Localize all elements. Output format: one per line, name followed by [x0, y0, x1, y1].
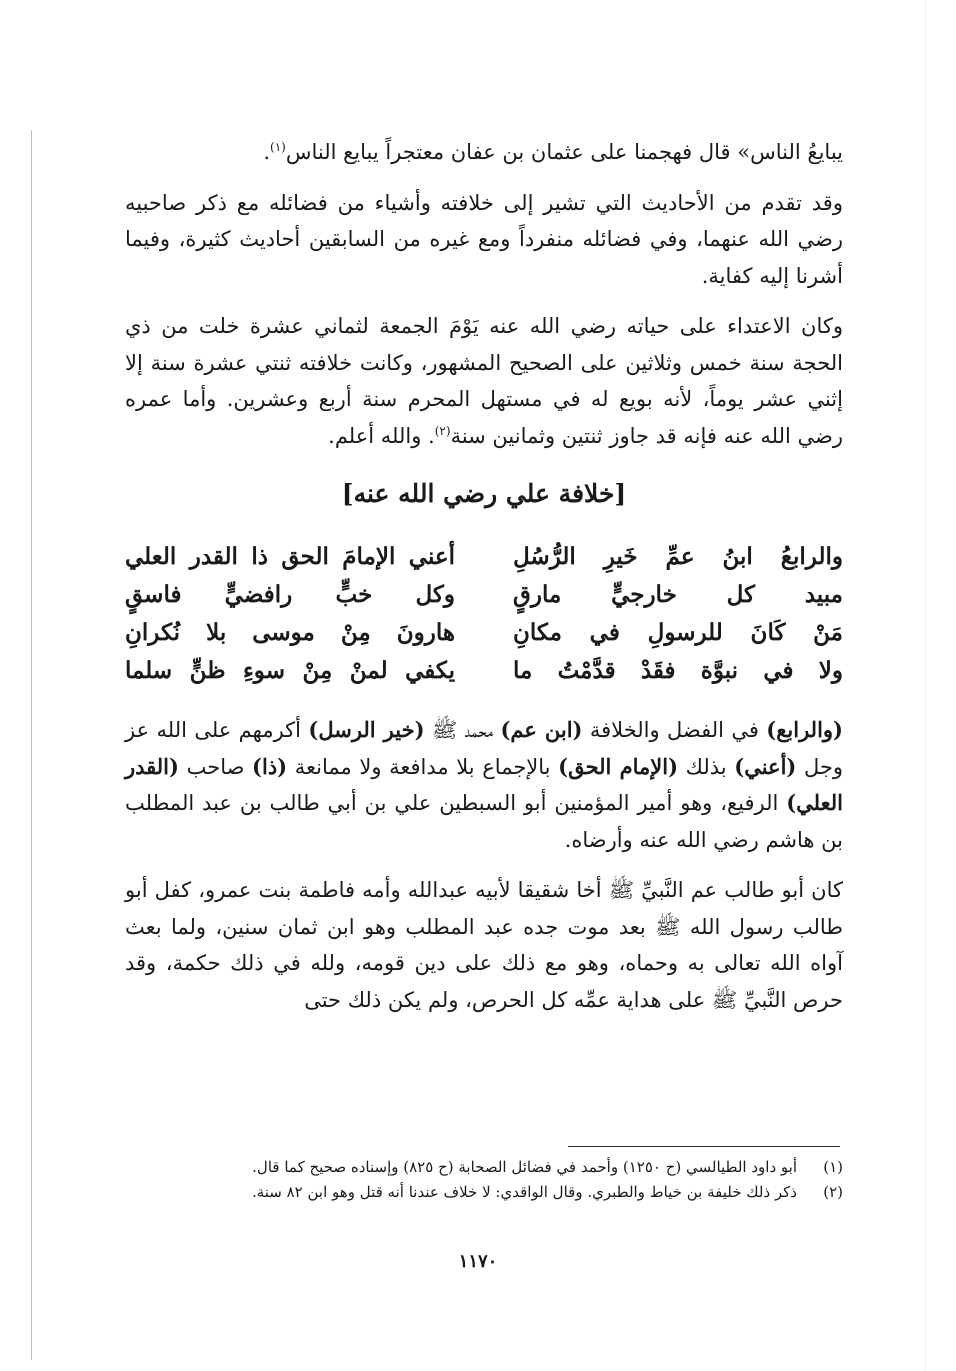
footnote-1 [125, 1155, 843, 1180]
commentary-text: في الفضل والخلافة [582, 718, 767, 742]
paragraph-3-tail: . والله أعلم. [328, 423, 435, 448]
verse-2-first-hemistich: مبيد كل خارجيٍّ مارقٍ [513, 581, 843, 608]
commentary-text: الرفيع، وهو أمير المؤمنين أبو السبطين علي بن أبي طالب بن عبد المطلب بن هاشم رضي الله عنه وأرضاه. [125, 791, 843, 852]
footnote-ref-2: (٢) [434, 423, 451, 438]
bold-term: (أعني) [734, 753, 797, 779]
bold-term: (ذا) [252, 753, 288, 779]
verse-3-second-hemistich: هارونَ مِنْ موسى بلا نُكرانِ [125, 619, 455, 646]
bold-term: (والرابع) [766, 717, 843, 742]
footnote-text: أبو داود الطيالسي (ح ١٢٥٠) وأحمد في فضائل الصحابة (ح ٨٢٥) وإسناده صحيح كما قال. [252, 1158, 797, 1176]
footnote-ref-1: (١) [270, 140, 286, 154]
commentary-text: بذلك [678, 754, 735, 779]
footnotes [125, 1155, 843, 1205]
bold-term: (ابن عم) [500, 717, 583, 742]
paragraph-1 [125, 134, 843, 171]
commentary-paragraph-1 [125, 712, 843, 858]
footnote-2 [125, 1180, 843, 1205]
commentary-text: محمد ﷺ [424, 718, 501, 742]
verse-1-second-hemistich: أعني الإمامَ الحق ذا القدر العلي [125, 543, 455, 570]
page-left-edge [31, 130, 32, 1360]
verse-2-second-hemistich: وكل خبٍّ رافضيٍّ فاسقٍ [125, 581, 455, 608]
verse-1-first-hemistich: والرابعُ ابنُ عمِّ خَيرِ الرُّسُلِ [513, 543, 843, 570]
verse-4-second-hemistich: يكفي لمنْ مِنْ سوءِ ظنٍّ سلما [125, 657, 455, 684]
footnote-number: (٢) [823, 1183, 843, 1201]
footnote-text: ذكر ذلك خليفة بن خياط والطبري. وقال الواقدي: لا خلاف عندنا أنه قتل وهو ابن ٨٢ سنة. [251, 1183, 797, 1201]
commentary-text: بالإجماع بلا مدافعة ولا ممانعة [287, 754, 559, 779]
paragraph-2: وقد تقدم من الأحاديث التي تشير إلى خلافته وأشياء من فضائله مع ذكر صاحبيه رضي الله عنهما، وفي فضائله منفرداً ومع غيره من السابقين أحاديث كثيرة، وفيما أشرنا إليه كفاية. [125, 190, 843, 288]
bold-term: (القدر العلي) [125, 753, 843, 815]
paragraph-1-tail: . [263, 140, 270, 164]
bold-term: (خير الرسل) [308, 717, 425, 742]
verse-4-first-hemistich: ولا في نبوَّة فقَدْ قدَّمْتُ ما [513, 657, 843, 684]
page-right-edge [925, 0, 926, 1371]
paragraph-1-text: يبايعُ الناس» قال فهجمنا على عثمان بن عفان معتجراً يبايع الناس [285, 140, 843, 164]
verse-3-first-hemistich: مَنْ كَانَ للرسولِ في مكانِ [513, 619, 843, 646]
paragraph-3-text: وكان الاعتداء على حياته رضي الله عنه يَوْمَ الجمعة لثماني عشرة خلت من ذي الحجة سنة خمس وثلاثين على الصحيح المشهور، وكانت خلافته ثنتي عشرة سنة إلا إثني عشر يوماً، لأنه بويع له في مستهل المحرم سنة أربع وعشرين. وأما عمره رضي الله عنه فإنه قد جاوز ثنتين وثمانين سنة [125, 314, 843, 448]
paragraph-3 [125, 308, 843, 454]
commentary-text: صاحب [178, 754, 253, 779]
commentary-text: أكرمهم على الله عز وجل [125, 718, 843, 779]
footnote-separator [568, 1146, 840, 1147]
poem [125, 538, 843, 690]
section-title: [خلافة علي رضي الله عنه] [341, 479, 627, 508]
bold-term: (الإمام الحق) [558, 753, 679, 779]
page-body [125, 134, 843, 1032]
footnote-number: (١) [823, 1158, 843, 1176]
page-number: ١١٧٠ [458, 1251, 498, 1272]
commentary-paragraph-2: كان أبو طالب عم النَّبيِّ ﷺ أخا شقيقا لأبيه عبدالله وأمه فاطمة بنت عمرو، كفل أبو طالب رسول الله ﷺ بعد موت جده عبد المطلب وهو ابن ثمان سنين، ولما بعث آواه الله تعالى به وحماه، وهو مع ذلك على دين قومه، ولله في ذلك حكمة، وقد حرص النَّبيِّ ﷺ على هداية عمِّه كل الحرص، ولم يكن ذلك حتى [125, 878, 843, 1012]
